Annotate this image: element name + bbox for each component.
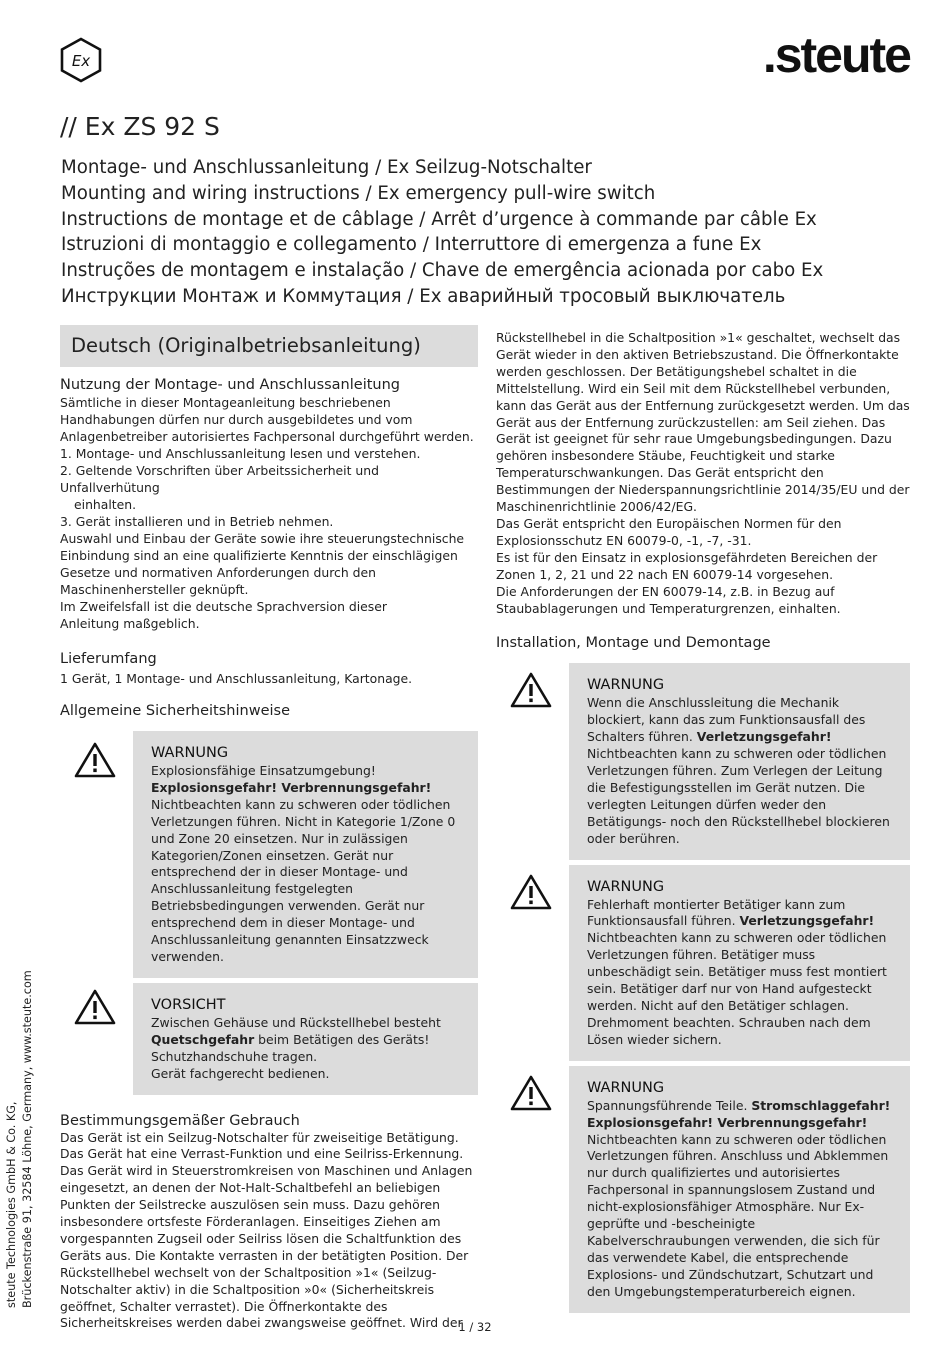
subtitle-pt: Instruções de montagem e instalação / Chave de emergência acionada por cabo Ex [61,260,824,282]
usage-doubt-cont: Anleitung maßgeblich. [60,616,200,631]
warning-text: Spannungsführende Teile. Stromschlaggefahr! Explosionsgefahr! Verbrennungsgefahr! Nichtbeachten kann zu schweren oder tödlichen Verletzungen führen. Anschluss und Abklemmen nur durch qualifiziertes und autorisiertes Fachpersonal in spannungslosem Zustand und nicht-explosionsfähiger Atmosphäre. Nur Ex-geprüfte und -bescheinigte Kabelverschraubungen verwenden, die sich für das verwendete Kabel, die entsprechende Explosions- und Zündschutzart, Schutzart und den Umgebungstemperaturbereich eignen. [587,1097,891,1299]
right-column [496,330,910,1313]
warning-title: WARNUNG [151,745,229,761]
warning-text: Explosionsfähige Einsatzumgebung! Explosionsgefahr! Verbrennungsgefahr! Nichtbeachten kann zu schweren oder tödlichen Verletzungen führen. Nicht in Kategorie 1/Zone 0 und Zone 20 einsetzen. Nur in zulässigen Kategorien/Zonen einsetzen. Gerät nur entsprechend der in dieser Montage- und Anschlussanleitung festgelegten Betriebsbedingungen verwenden. Gerät nur entsprechend dem in dieser Montage- und Anschlussanleitung genannten Einsatzzweck verwenden. [151,763,456,964]
imprint-line-2: Brückenstraße 91, 32584 Löhne, Germany, www.steute.com [21,970,34,1308]
left-column [60,325,478,1332]
caution-crush [60,983,478,1095]
ex-hexagon-logo [58,37,104,83]
intended-use-cont-4: Die Anforderungen der EN 60079-14, z.B. in Bezug auf Staubablagerungen und Temperaturgrenzen, einhalten. [496,583,841,616]
usage-step-2: 2. Geltende Vorschriften über Arbeitssicherheit und Unfallverhütung [60,463,379,495]
warning-box [133,731,478,978]
delivery-heading: Lieferumfang [60,651,157,667]
brand-logo: .steute [762,27,910,83]
usage-heading: Nutzung der Montage- und Anschlussanleitung [60,377,400,393]
subtitle-en: Mounting and wiring instructions / Ex emergency pull-wire switch [61,182,656,204]
subtitle-ru: Инструкции Монтаж и Коммутация / Ex аварийный тросовый выключатель [61,285,786,307]
subtitle-it: Istruzioni di montaggio e collegamento / Interruttore di emergenza a fune Ex [61,234,762,256]
warning-text: Fehlerhaft montierter Betätiger kann zum Funktionsausfall führen. Verletzungsgefahr! Nichtbeachten kann zu schweren oder tödlichen Verletzungen führen. Betätiger muss unbeschädigt sein. Betätiger muss fest montiert sein. Betätiger darf nur von Hand aufgesteckt werden. Nicht auf den Betätiger schlagen. Drehmoment beachten. Schrauben nach dem Lösen wieder sichern. [587,896,887,1047]
delivery-text: 1 Gerät, 1 Montage- und Anschlussanleitung, Kartonage. [60,671,413,686]
intended-use-continued [496,330,910,617]
caution-triangle-icon [74,988,116,1026]
usage-intro: Sämtliche in dieser Montageanleitung beschriebenen Handhabungen dürfen nur durch ausgebildetes und vom Anlagenbetreiber autorisiertes Fachpersonal durchgeführt werden. [60,395,474,444]
caution-box [133,983,478,1095]
usage-step-3: 3. Gerät installieren und in Betrieb nehmen. [60,514,334,529]
imprint-line-1: steute Technologies GmbH & Co. KG, [5,1101,18,1308]
usage-step-2-cont: einhalten. [74,497,137,512]
usage-selection: Auswahl und Einbau der Geräte sowie ihre steuerungstechnische Einbindung sind an eine qualifizierte Kenntnis der einschlägigen Gesetze und normativen Anforderungen durch den [60,531,465,580]
language-heading: Deutsch (Originalbetriebsanleitung) [60,325,478,367]
intended-use-heading: Bestimmungsgemäßer Gebrauch [60,1112,300,1129]
usage-doubt: Im Zweifelsfall ist die deutsche Sprachversion dieser [60,599,387,614]
warning-triangle-icon [510,873,552,911]
caution-text: Zwischen Gehäuse und Rückstellhebel besteht Quetschgefahr beim Betätigen des Geräts! Schutzhandschuhe tragen. Gerät fachgerecht bedienen. [151,1014,441,1081]
intended-use-cont-3: Es ist für den Einsatz in explosionsgefährdeten Bereichen der Zonen 1, 2, 21 und 22 nach EN 60079-14 vorgesehen. [496,549,878,582]
warning-title: WARNUNG [587,878,665,895]
caution-title: VORSICHT [151,996,226,1013]
installation-heading: Installation, Montage und Demontage [496,635,771,652]
svg-text:Ex: Ex [71,52,91,70]
subtitle-list [61,155,921,310]
company-imprint [4,970,36,1308]
safety-heading: Allgemeine Sicherheitshinweise [60,703,290,719]
document-title: // Ex ZS 92 S [60,112,220,141]
warning-triangle-icon [74,741,116,779]
usage-step-1: 1. Montage- und Anschlussanleitung lesen und verstehen. [60,446,421,461]
usage-selection-cont: Maschinenhersteller geknüpft. [60,582,249,597]
warning-text: Wenn die Anschlussleitung die Mechanik blockiert, kann das zum Funktionsausfall des Schalters führen. Verletzungsgefahr! Nichtbeachten kann zu schweren oder tödlichen Verletzungen führen. Zum Verlegen der Leitung die Befestigungsstellen im Gerät nutzen. Die verlegten Leitungen dürfen weder den Betätigungs- noch den Rückstellhebel blockieren oder berühren. [587,695,890,846]
warning-actuator [496,865,910,1061]
warning-box [569,663,910,859]
warning-box [569,865,910,1061]
intended-use-text: Das Gerät ist ein Seilzug-Notschalter für zweiseitige Betätigung. Das Gerät hat eine Verrast-Funktion und eine Seilriss-Erkennung. Das Gerät wird in Steuerstromkreisen von Maschinen und Anlagen eingesetzt, an denen der Not-Halt-Schaltbefehl an beliebigen Punkten der Seilstrecke auszulösen sein muss. Dazu gehören insbesondere ortsfeste Förderanlagen. Einseitiges Ziehen am vorgespannten Zugseil oder Seilriss lösen die Schaltfunktion des Geräts aus. Die Kontakte verrasten in der betätigten Position. Der Rückstellhebel wechselt von der Schaltposition »1« (Seilzug-Notschalter aktiv) in die Schaltposition »0« (Sicherheitskreis geöffnet, Schalter verrastet). Die Öffnerkontakte des Sicherheitskreises werden dabei zwangsweise geöffnet. Wird der [60,1129,473,1331]
page-number: 1 / 32 [458,1320,492,1334]
intended-use-cont-2: Das Gerät entspricht den Europäischen Normen für den Explosionsschutz EN 60079-0, -1, -7, -31. [496,515,842,548]
warning-box [569,1066,910,1313]
warning-title: WARNUNG [587,1079,665,1096]
usage-section [60,394,478,632]
warning-title: WARNUNG [587,677,665,694]
warning-cable-block [496,663,910,859]
warning-triangle-icon [510,1074,552,1112]
warning-triangle-icon [510,671,552,709]
warning-explosion [60,731,478,978]
intended-use-cont-1: Rückstellhebel in die Schaltposition »1« geschaltet, wechselt das Gerät wieder in den aktiven Betriebszustand. Die Öffnerkontakte werden geschlossen. Der Betätigungshebel schaltet in die Mittelstellung. Wird ein Seil mit dem Rückstellhebel verbunden, kann das Gerät aus der Entfernung zurückgesetzt werden. Um das Gerät aus der Entfernung zurückzustellen: am Seil ziehen. Das Gerät ist geeignet für sehr raue Umgebungsbedingungen. Dazu gehören insbesondere Stäube, Feuchtigkeit und starke Temperaturschwankungen. Das Gerät entspricht den Bestimmungen der Niederspannungsrichtlinie 2014/35/EU und der Maschinenrichtlinie 2006/42/EG. [496,330,910,515]
subtitle-de: Montage- und Anschlussanleitung / Ex Seilzug-Notschalter [61,157,592,178]
subtitle-fr: Instructions de montage et de câblage / Arrêt d’urgence à commande par câble Ex [61,208,817,230]
warning-live-parts [496,1066,910,1313]
